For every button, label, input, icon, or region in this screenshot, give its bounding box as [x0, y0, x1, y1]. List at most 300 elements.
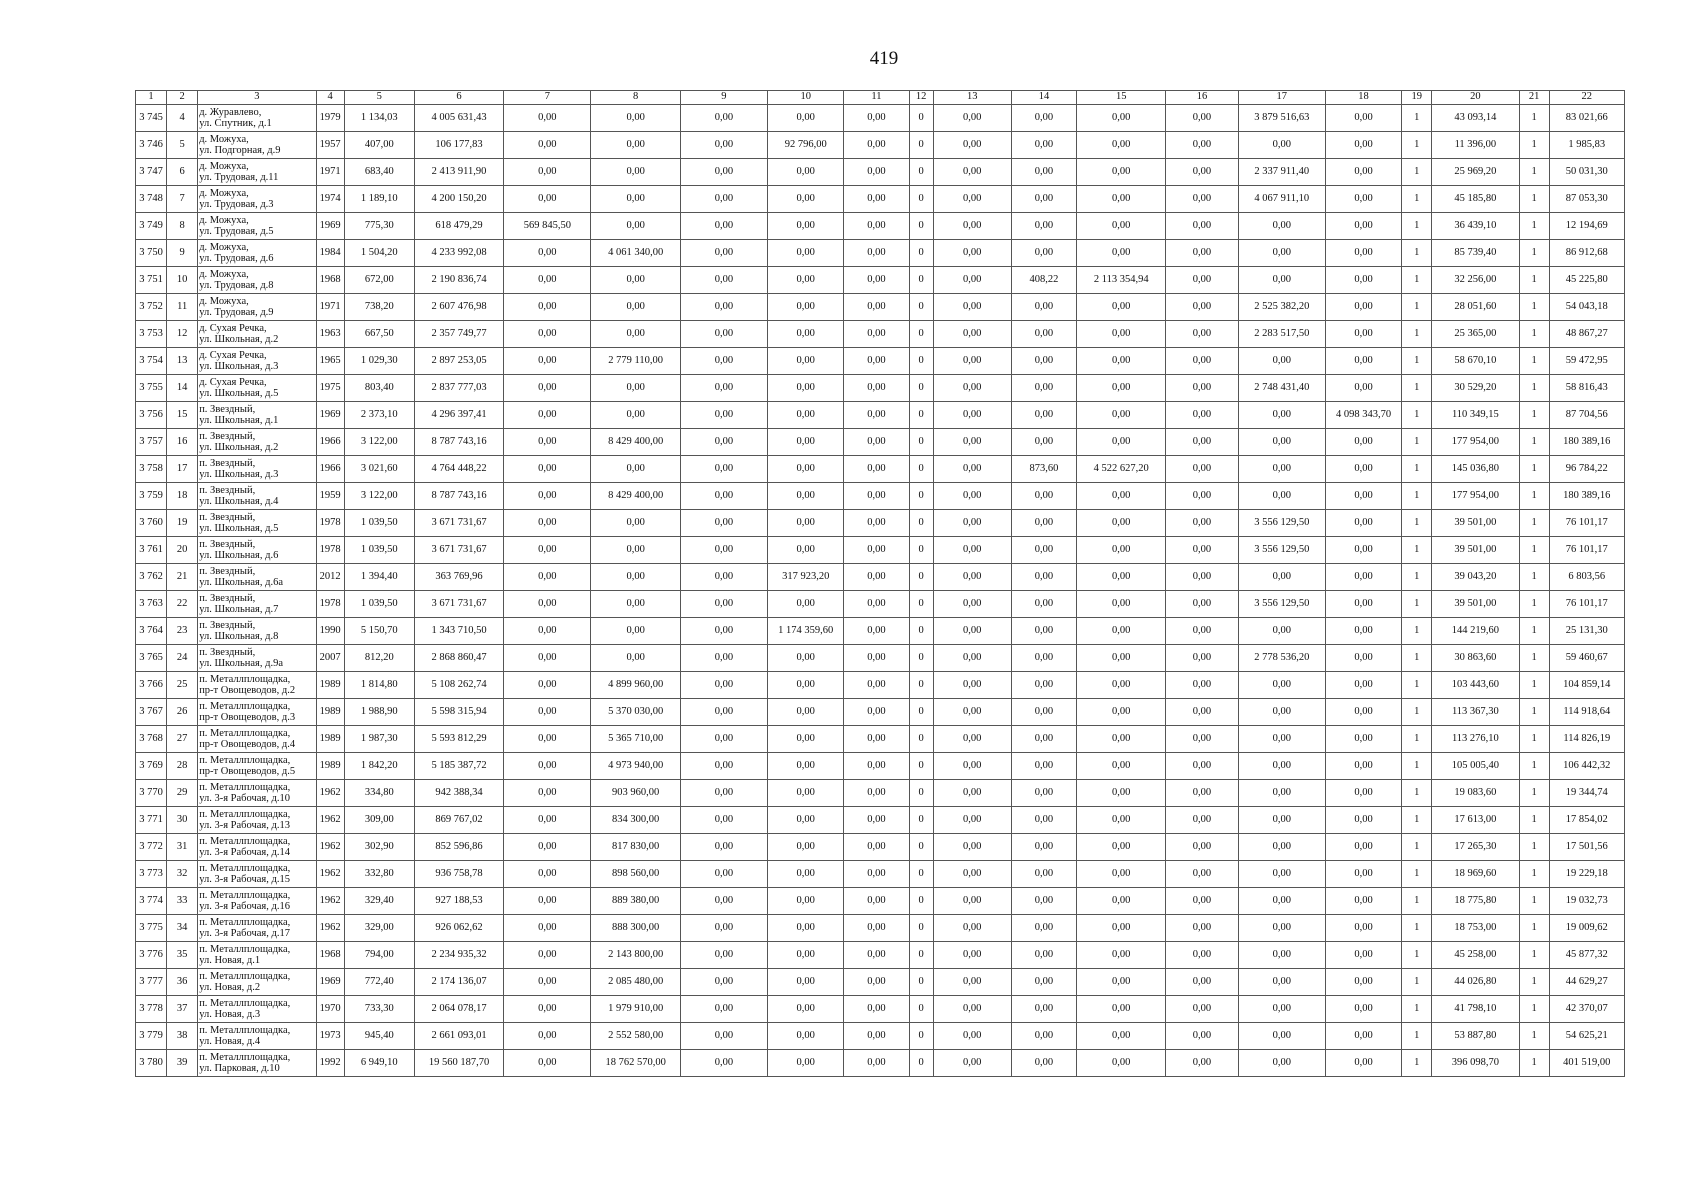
value-cell: 0,00: [1325, 645, 1401, 672]
value-cell: 4 899 960,00: [591, 672, 680, 699]
value-cell: 0,00: [768, 375, 844, 402]
value-cell: 41 798,10: [1432, 996, 1519, 1023]
record-number-cell: 3 776: [136, 942, 167, 969]
value-cell: 0,00: [1166, 456, 1238, 483]
value-cell: 0,00: [933, 834, 1011, 861]
value-cell: 0,00: [1325, 294, 1401, 321]
address-cell: [198, 672, 316, 699]
record-number-cell: 3 769: [136, 753, 167, 780]
value-cell: 0,00: [680, 213, 767, 240]
settlement-label: п. Звездный,: [199, 646, 256, 658]
value-cell: 0,00: [680, 726, 767, 753]
value-cell: 0,00: [1238, 402, 1325, 429]
table-row: [136, 807, 1625, 834]
value-cell: 0,00: [1077, 402, 1166, 429]
value-cell: 0,00: [680, 564, 767, 591]
value-cell: 0,00: [1011, 780, 1076, 807]
value-cell: 8 787 743,16: [414, 429, 503, 456]
record-number-cell: 3 751: [136, 267, 167, 294]
table-row: [136, 834, 1625, 861]
value-cell: 1979: [316, 105, 344, 132]
value-cell: 0,00: [1077, 429, 1166, 456]
table-row: [136, 240, 1625, 267]
street-label: ул. 3-я Рабочая, д.10: [199, 793, 290, 804]
value-cell: 145 036,80: [1432, 456, 1519, 483]
value-cell: 106 442,32: [1549, 753, 1624, 780]
value-cell: 0: [909, 213, 933, 240]
value-cell: 0,00: [933, 780, 1011, 807]
value-cell: 0,00: [1011, 321, 1076, 348]
value-cell: 0,00: [933, 888, 1011, 915]
value-cell: 0,00: [1011, 888, 1076, 915]
value-cell: 0,00: [768, 348, 844, 375]
table-row: [136, 1023, 1625, 1050]
value-cell: 0,00: [1077, 699, 1166, 726]
settlement-label: п. Металлплощадка,: [199, 754, 291, 766]
street-label: ул. Школьная, д.6а: [199, 577, 284, 588]
value-cell: 45 258,00: [1432, 942, 1519, 969]
value-cell: 76 101,17: [1549, 510, 1624, 537]
value-cell: 0,00: [1325, 834, 1401, 861]
value-cell: 0,00: [504, 915, 591, 942]
value-cell: 0,00: [504, 294, 591, 321]
value-cell: 0,00: [1238, 699, 1325, 726]
value-cell: 0,00: [1011, 132, 1076, 159]
value-cell: 0,00: [844, 483, 909, 510]
settlement-label: п. Звездный,: [199, 484, 256, 496]
record-number-cell: 3 750: [136, 240, 167, 267]
value-cell: 0,00: [1011, 159, 1076, 186]
value-cell: 0,00: [1011, 807, 1076, 834]
value-cell: 0,00: [1166, 969, 1238, 996]
value-cell: 0,00: [1011, 294, 1076, 321]
value-cell: 0,00: [1011, 240, 1076, 267]
value-cell: 0,00: [1325, 510, 1401, 537]
record-number-cell: 3 754: [136, 348, 167, 375]
value-cell: 1971: [316, 294, 344, 321]
value-cell: 25 365,00: [1432, 321, 1519, 348]
value-cell: 0,00: [1011, 1050, 1076, 1077]
value-cell: 0,00: [844, 510, 909, 537]
index-cell: 24: [167, 645, 198, 672]
value-cell: 0,00: [768, 402, 844, 429]
record-number-cell: 3 775: [136, 915, 167, 942]
value-cell: 1: [1402, 1050, 1432, 1077]
value-cell: 0,00: [591, 186, 680, 213]
value-cell: 0,00: [1166, 564, 1238, 591]
value-cell: 3 021,60: [344, 456, 414, 483]
value-cell: 0,00: [933, 996, 1011, 1023]
value-cell: 942 388,34: [414, 780, 503, 807]
value-cell: 8 429 400,00: [591, 483, 680, 510]
value-cell: 0,00: [844, 915, 909, 942]
settlement-label: п. Металлплощадка,: [199, 781, 291, 793]
value-cell: 0,00: [1325, 753, 1401, 780]
value-cell: 0,00: [591, 591, 680, 618]
value-cell: 0,00: [504, 618, 591, 645]
index-cell: 25: [167, 672, 198, 699]
value-cell: 0,00: [768, 942, 844, 969]
record-number-cell: 3 778: [136, 996, 167, 1023]
value-cell: 1: [1519, 240, 1549, 267]
index-cell: 15: [167, 402, 198, 429]
value-cell: 0,00: [1238, 672, 1325, 699]
value-cell: 1: [1402, 348, 1432, 375]
value-cell: 0,00: [680, 267, 767, 294]
value-cell: 0,00: [680, 159, 767, 186]
record-number-cell: 3 752: [136, 294, 167, 321]
value-cell: 0,00: [1011, 618, 1076, 645]
value-cell: 1: [1402, 483, 1432, 510]
value-cell: 1974: [316, 186, 344, 213]
settlement-label: п. Металлплощадка,: [199, 1051, 291, 1063]
record-number-cell: 3 774: [136, 888, 167, 915]
value-cell: 0,00: [844, 186, 909, 213]
value-cell: 1971: [316, 159, 344, 186]
value-cell: 50 031,30: [1549, 159, 1624, 186]
index-cell: 29: [167, 780, 198, 807]
address-cell: [198, 618, 316, 645]
value-cell: 1 504,20: [344, 240, 414, 267]
value-cell: 0,00: [768, 483, 844, 510]
value-cell: 834 300,00: [591, 807, 680, 834]
value-cell: 0,00: [504, 510, 591, 537]
value-cell: 0,00: [768, 699, 844, 726]
value-cell: 1: [1402, 321, 1432, 348]
value-cell: 0,00: [504, 456, 591, 483]
value-cell: 0: [909, 132, 933, 159]
value-cell: 0,00: [1166, 780, 1238, 807]
value-cell: 4 005 631,43: [414, 105, 503, 132]
value-cell: 1: [1519, 267, 1549, 294]
value-cell: 0,00: [1325, 726, 1401, 753]
index-cell: 10: [167, 267, 198, 294]
value-cell: 0,00: [844, 402, 909, 429]
street-label: ул. Трудовая, д.3: [199, 199, 274, 210]
column-header: 15: [1077, 91, 1166, 105]
index-cell: 28: [167, 753, 198, 780]
value-cell: 0,00: [1166, 1023, 1238, 1050]
settlement-label: д. Сухая Речка,: [199, 376, 267, 388]
value-cell: 0,00: [768, 456, 844, 483]
value-cell: 0,00: [768, 240, 844, 267]
value-cell: 0,00: [1238, 726, 1325, 753]
column-header: 10: [768, 91, 844, 105]
value-cell: 873,60: [1011, 456, 1076, 483]
value-cell: 87 704,56: [1549, 402, 1624, 429]
value-cell: 1: [1519, 942, 1549, 969]
value-cell: 0,00: [933, 699, 1011, 726]
value-cell: 0,00: [933, 1050, 1011, 1077]
value-cell: 25 131,30: [1549, 618, 1624, 645]
value-cell: 1962: [316, 861, 344, 888]
value-cell: 2 190 836,74: [414, 267, 503, 294]
value-cell: 0,00: [933, 267, 1011, 294]
settlement-label: д. Сухая Речка,: [199, 322, 267, 334]
value-cell: 0,00: [933, 483, 1011, 510]
value-cell: 1962: [316, 807, 344, 834]
value-cell: 0,00: [1238, 429, 1325, 456]
value-cell: 0,00: [1011, 429, 1076, 456]
value-cell: 5 150,70: [344, 618, 414, 645]
value-cell: 0,00: [1325, 483, 1401, 510]
value-cell: 1 814,80: [344, 672, 414, 699]
value-cell: 0,00: [1166, 321, 1238, 348]
value-cell: 11 396,00: [1432, 132, 1519, 159]
value-cell: 0,00: [680, 186, 767, 213]
value-cell: 1: [1519, 888, 1549, 915]
value-cell: 0,00: [504, 726, 591, 753]
value-cell: 0,00: [680, 672, 767, 699]
value-cell: 6 803,56: [1549, 564, 1624, 591]
value-cell: 2 085 480,00: [591, 969, 680, 996]
value-cell: 1 987,30: [344, 726, 414, 753]
index-cell: 13: [167, 348, 198, 375]
housing-registry-table: [135, 90, 1625, 1077]
value-cell: 180 389,16: [1549, 483, 1624, 510]
value-cell: 0,00: [680, 132, 767, 159]
value-cell: 0,00: [680, 483, 767, 510]
address-cell: [198, 429, 316, 456]
value-cell: 0,00: [1325, 537, 1401, 564]
value-cell: 87 053,30: [1549, 186, 1624, 213]
value-cell: 1: [1519, 348, 1549, 375]
street-label: ул. Школьная, д.9а: [199, 658, 284, 669]
settlement-label: д. Можуха,: [199, 295, 249, 307]
value-cell: 0,00: [1077, 213, 1166, 240]
value-cell: 0,00: [1238, 942, 1325, 969]
value-cell: 0,00: [680, 321, 767, 348]
value-cell: 1: [1519, 996, 1549, 1023]
value-cell: 0,00: [1238, 996, 1325, 1023]
table-row: [136, 159, 1625, 186]
value-cell: 0,00: [933, 159, 1011, 186]
address-cell: [198, 294, 316, 321]
value-cell: 0,00: [844, 240, 909, 267]
value-cell: 363 769,96: [414, 564, 503, 591]
value-cell: 0,00: [1077, 645, 1166, 672]
value-cell: 852 596,86: [414, 834, 503, 861]
value-cell: 0,00: [1011, 726, 1076, 753]
value-cell: 0,00: [1238, 240, 1325, 267]
value-cell: 180 389,16: [1549, 429, 1624, 456]
value-cell: 39 043,20: [1432, 564, 1519, 591]
value-cell: 0,00: [1166, 537, 1238, 564]
value-cell: 1: [1402, 294, 1432, 321]
column-header: 6: [414, 91, 503, 105]
value-cell: 0,00: [1166, 861, 1238, 888]
value-cell: 1962: [316, 888, 344, 915]
value-cell: 4 233 992,08: [414, 240, 503, 267]
value-cell: 903 960,00: [591, 780, 680, 807]
value-cell: 114 826,19: [1549, 726, 1624, 753]
value-cell: 0,00: [768, 1050, 844, 1077]
column-header: 3: [198, 91, 316, 105]
value-cell: 4 296 397,41: [414, 402, 503, 429]
address-cell: [198, 1023, 316, 1050]
value-cell: 1: [1402, 429, 1432, 456]
settlement-label: п. Звездный,: [199, 538, 256, 550]
value-cell: 6 949,10: [344, 1050, 414, 1077]
value-cell: 0: [909, 888, 933, 915]
index-cell: 35: [167, 942, 198, 969]
value-cell: 114 918,64: [1549, 699, 1624, 726]
address-cell: [198, 645, 316, 672]
value-cell: 1 988,90: [344, 699, 414, 726]
address-cell: [198, 321, 316, 348]
value-cell: 0,00: [1011, 105, 1076, 132]
value-cell: 334,80: [344, 780, 414, 807]
record-number-cell: 3 780: [136, 1050, 167, 1077]
record-number-cell: 3 766: [136, 672, 167, 699]
value-cell: 1: [1402, 618, 1432, 645]
value-cell: 0,00: [591, 402, 680, 429]
value-cell: 2 413 911,90: [414, 159, 503, 186]
column-header: 21: [1519, 91, 1549, 105]
value-cell: 0,00: [1166, 834, 1238, 861]
address-cell: [198, 969, 316, 996]
value-cell: 5 593 812,29: [414, 726, 503, 753]
value-cell: 44 629,27: [1549, 969, 1624, 996]
value-cell: 0,00: [844, 321, 909, 348]
value-cell: 30 529,20: [1432, 375, 1519, 402]
address-cell: [198, 483, 316, 510]
value-cell: 2 778 536,20: [1238, 645, 1325, 672]
value-cell: 0,00: [1011, 672, 1076, 699]
address-cell: [198, 267, 316, 294]
value-cell: 4 973 940,00: [591, 753, 680, 780]
value-cell: 0,00: [768, 267, 844, 294]
value-cell: 0,00: [844, 537, 909, 564]
value-cell: 110 349,15: [1432, 402, 1519, 429]
value-cell: 401 519,00: [1549, 1050, 1624, 1077]
value-cell: 0,00: [1325, 105, 1401, 132]
value-cell: 1: [1519, 321, 1549, 348]
value-cell: 1 842,20: [344, 753, 414, 780]
value-cell: 0,00: [504, 564, 591, 591]
value-cell: 104 859,14: [1549, 672, 1624, 699]
value-cell: 0: [909, 105, 933, 132]
value-cell: 309,00: [344, 807, 414, 834]
value-cell: 0: [909, 402, 933, 429]
value-cell: 317 923,20: [768, 564, 844, 591]
value-cell: 54 043,18: [1549, 294, 1624, 321]
table-row: [136, 915, 1625, 942]
value-cell: 19 229,18: [1549, 861, 1624, 888]
value-cell: 0,00: [504, 699, 591, 726]
address-cell: [198, 456, 316, 483]
index-cell: 5: [167, 132, 198, 159]
table-row: [136, 591, 1625, 618]
value-cell: 0,00: [591, 294, 680, 321]
address-cell: [198, 402, 316, 429]
value-cell: 1: [1402, 861, 1432, 888]
value-cell: 0: [909, 456, 933, 483]
value-cell: 0,00: [1325, 996, 1401, 1023]
value-cell: 0,00: [1011, 402, 1076, 429]
value-cell: 0,00: [1077, 807, 1166, 834]
value-cell: 0,00: [1011, 753, 1076, 780]
value-cell: 1: [1519, 699, 1549, 726]
column-header: 13: [933, 91, 1011, 105]
value-cell: 76 101,17: [1549, 591, 1624, 618]
value-cell: 0,00: [1166, 429, 1238, 456]
index-cell: 18: [167, 483, 198, 510]
value-cell: 803,40: [344, 375, 414, 402]
value-cell: 1: [1519, 672, 1549, 699]
value-cell: 1: [1402, 645, 1432, 672]
value-cell: 0,00: [1077, 375, 1166, 402]
value-cell: 1978: [316, 537, 344, 564]
column-header: 8: [591, 91, 680, 105]
value-cell: 0,00: [844, 1050, 909, 1077]
street-label: ул. Новая, д.4: [199, 1036, 261, 1047]
value-cell: 0: [909, 537, 933, 564]
settlement-label: п. Металлплощадка,: [199, 808, 291, 820]
value-cell: 0: [909, 564, 933, 591]
value-cell: 0: [909, 969, 933, 996]
value-cell: 0,00: [1325, 456, 1401, 483]
value-cell: 817 830,00: [591, 834, 680, 861]
value-cell: 0: [909, 510, 933, 537]
value-cell: 0,00: [844, 807, 909, 834]
value-cell: 0,00: [1166, 105, 1238, 132]
street-label: пр-т Овощеводов, д.2: [199, 685, 296, 696]
value-cell: 1 985,83: [1549, 132, 1624, 159]
value-cell: 0,00: [844, 753, 909, 780]
value-cell: 0,00: [933, 132, 1011, 159]
value-cell: 4 522 627,20: [1077, 456, 1166, 483]
value-cell: 4 067 911,10: [1238, 186, 1325, 213]
value-cell: 1969: [316, 969, 344, 996]
street-label: ул. Новая, д.2: [199, 982, 261, 993]
value-cell: 0,00: [1325, 1023, 1401, 1050]
value-cell: 0,00: [1325, 321, 1401, 348]
value-cell: 2012: [316, 564, 344, 591]
value-cell: 408,22: [1011, 267, 1076, 294]
index-cell: 37: [167, 996, 198, 1023]
value-cell: 0,00: [1238, 969, 1325, 996]
value-cell: 3 122,00: [344, 429, 414, 456]
settlement-label: п. Металлплощадка,: [199, 916, 291, 928]
address-cell: [198, 348, 316, 375]
value-cell: 927 188,53: [414, 888, 503, 915]
column-header: 16: [1166, 91, 1238, 105]
value-cell: 1: [1519, 375, 1549, 402]
value-cell: 86 912,68: [1549, 240, 1624, 267]
value-cell: 1: [1402, 564, 1432, 591]
settlement-label: п. Металлплощадка,: [199, 727, 291, 739]
value-cell: 0,00: [768, 645, 844, 672]
value-cell: 0,00: [680, 618, 767, 645]
value-cell: 0: [909, 348, 933, 375]
value-cell: 0,00: [768, 969, 844, 996]
value-cell: 1: [1402, 1023, 1432, 1050]
value-cell: 0,00: [933, 645, 1011, 672]
value-cell: 1: [1402, 456, 1432, 483]
table-row: [136, 375, 1625, 402]
street-label: ул. Школьная, д.2: [199, 442, 279, 453]
value-cell: 0,00: [1238, 753, 1325, 780]
value-cell: 332,80: [344, 861, 414, 888]
value-cell: 0,00: [504, 888, 591, 915]
value-cell: 0,00: [504, 996, 591, 1023]
column-header: 14: [1011, 91, 1076, 105]
value-cell: 0,00: [844, 591, 909, 618]
value-cell: 0,00: [1238, 132, 1325, 159]
value-cell: 0,00: [768, 159, 844, 186]
value-cell: 4 061 340,00: [591, 240, 680, 267]
